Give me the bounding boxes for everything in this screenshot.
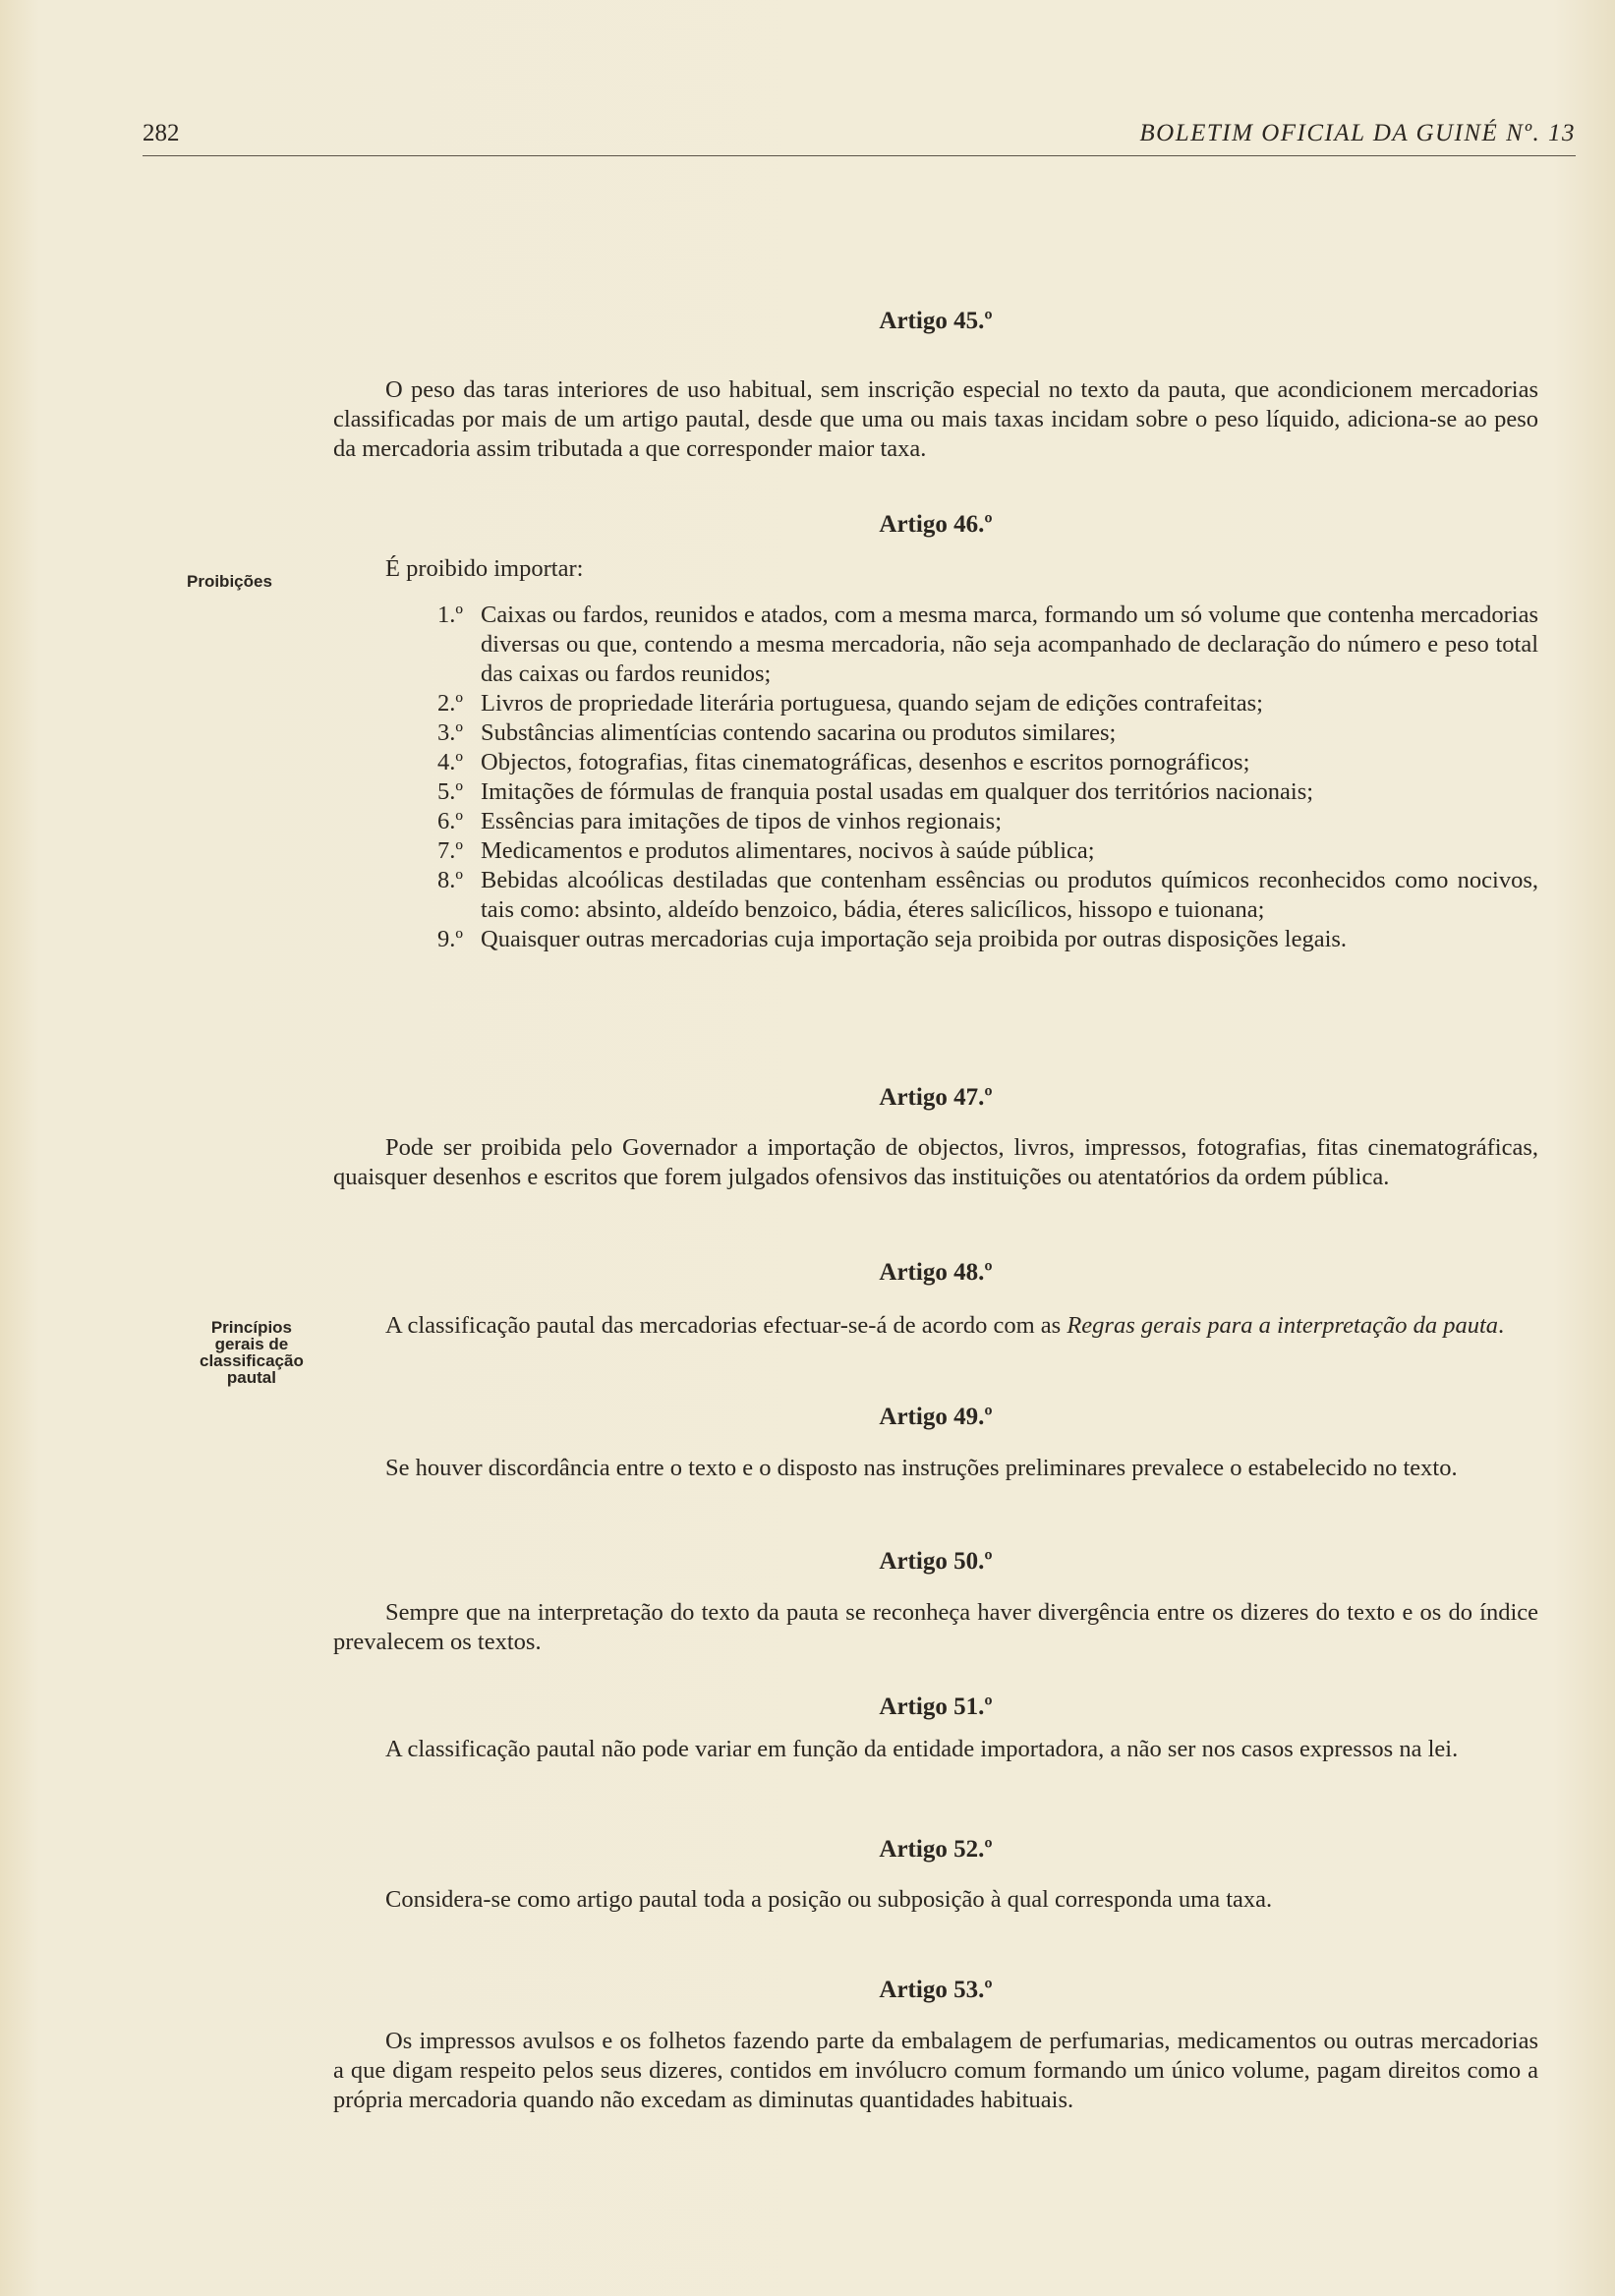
article-heading: Artigo 46.º: [879, 511, 993, 538]
list-item: 4.º Objectos, fotografias, fitas cinematográficas, desenhos e escritos pornográficos;: [437, 749, 1250, 775]
article-50: [333, 1547, 1538, 1657]
margin-note-principios: Princípios gerais de classificação pautal: [200, 1318, 304, 1387]
article-heading: Artigo 48.º: [879, 1259, 993, 1286]
article-45: [333, 307, 1538, 464]
article-heading: Artigo 49.º: [879, 1404, 993, 1430]
article-paragraph: Sempre que na interpretação do texto da pauta se reconheça haver divergência entre os dizeres do texto e os do índice prevalecem os textos.: [333, 1599, 1538, 1655]
article-52: [333, 1835, 1538, 1915]
list-item: 6.º Essências para imitações de tipos de vinhos regionais;: [437, 808, 1003, 834]
article-paragraph: A classificação pautal das mercadorias efectuar-se-á de acordo com as Regras gerais para a interpretação da pauta.: [385, 1312, 1505, 1339]
list-item: 8.º Bebidas alcoólicas destiladas que contenham essências ou produtos químicos reconhecidos como nocivos, tais como: absinto, aldeído benzoico, bádia, éteres salicílicos, hissopo e tuionana;: [437, 867, 1538, 923]
article-heading: Artigo 52.º: [879, 1836, 993, 1863]
article-51: [333, 1693, 1538, 1764]
list-item: 5.º Imitações de fórmulas de franquia postal usadas em qualquer dos territórios nacionais;: [437, 778, 1314, 805]
list-item: 1.º Caixas ou fardos, reunidos e atados, com a mesma marca, formando um só volume que contenha mercadorias diversas ou que, contendo a mesma mercadoria, não seja acompanhado de declaração do número e peso total das caixas ou fardos reunidos;: [437, 602, 1538, 687]
article-48: [333, 1258, 1538, 1341]
article-heading: Artigo 53.º: [879, 1977, 993, 2003]
italic-reference: Regras gerais para a interpretação da pauta: [1067, 1312, 1499, 1339]
list-item: 9.º Quaisquer outras mercadorias cuja importação seja proibida por outras disposições legais.: [437, 926, 1348, 952]
list-item: 2.º Livros de propriedade literária portuguesa, quando sejam de edições contrafeitas;: [437, 690, 1263, 717]
article-paragraph: Se houver discordância entre o texto e o disposto nas instruções preliminares prevalece o estabelecido no texto.: [385, 1455, 1458, 1481]
article-paragraph: Os impressos avulsos e os folhetos fazendo parte da embalagem de perfumarias, medicamentos ou outras mercadorias a que digam respeito pelos seus dizeres, contidos em invólucro comum formando um único volume, pagam direitos como a própria mercadoria quando não excedam as diminutas quantidades habituais.: [333, 2028, 1538, 2113]
publication-title: BOLETIM OFICIAL DA GUINÉ Nº. 13: [1139, 120, 1576, 146]
page-number: 282: [143, 120, 180, 146]
article-heading: Artigo 47.º: [879, 1084, 993, 1111]
list-item: 3.º Substâncias alimentícias contendo sacarina ou produtos similares;: [437, 719, 1117, 746]
article-53: [333, 1976, 1538, 2115]
article-heading: Artigo 45.º: [879, 308, 993, 334]
article-intro: É proibido importar:: [385, 555, 584, 582]
margin-note-proibicoes: Proibições: [187, 572, 272, 591]
page-header: [143, 116, 1576, 156]
prohibited-items-list: [333, 601, 1538, 954]
article-paragraph: Pode ser proibida pelo Governador a importação de objectos, livros, impressos, fotografias, fitas cinematográficas, quaisquer desenhos e escritos que forem julgados ofensivos das instituições ou atentatórios da ordem pública.: [333, 1134, 1538, 1190]
article-paragraph: Considera-se como artigo pautal toda a posição ou subposição à qual corresponda uma taxa.: [385, 1886, 1273, 1913]
list-item: 7.º Medicamentos e produtos alimentares, nocivos à saúde pública;: [437, 837, 1095, 864]
article-47: [333, 1083, 1538, 1192]
article-46: [333, 510, 1538, 954]
article-heading: Artigo 51.º: [879, 1693, 993, 1720]
article-heading: Artigo 50.º: [879, 1548, 993, 1575]
article-paragraph: A classificação pautal não pode variar em função da entidade importadora, a não ser nos casos expressos na lei.: [385, 1736, 1459, 1762]
article-paragraph: O peso das taras interiores de uso habitual, sem inscrição especial no texto da pauta, que acondicionem mercadorias classificadas por mais de um artigo pautal, desde que uma ou mais taxas incidam sobre o peso líquido, adiciona-se ao peso da mercadoria assim tributada a que corresponder maior taxa.: [333, 376, 1538, 462]
article-49: [333, 1403, 1538, 1483]
